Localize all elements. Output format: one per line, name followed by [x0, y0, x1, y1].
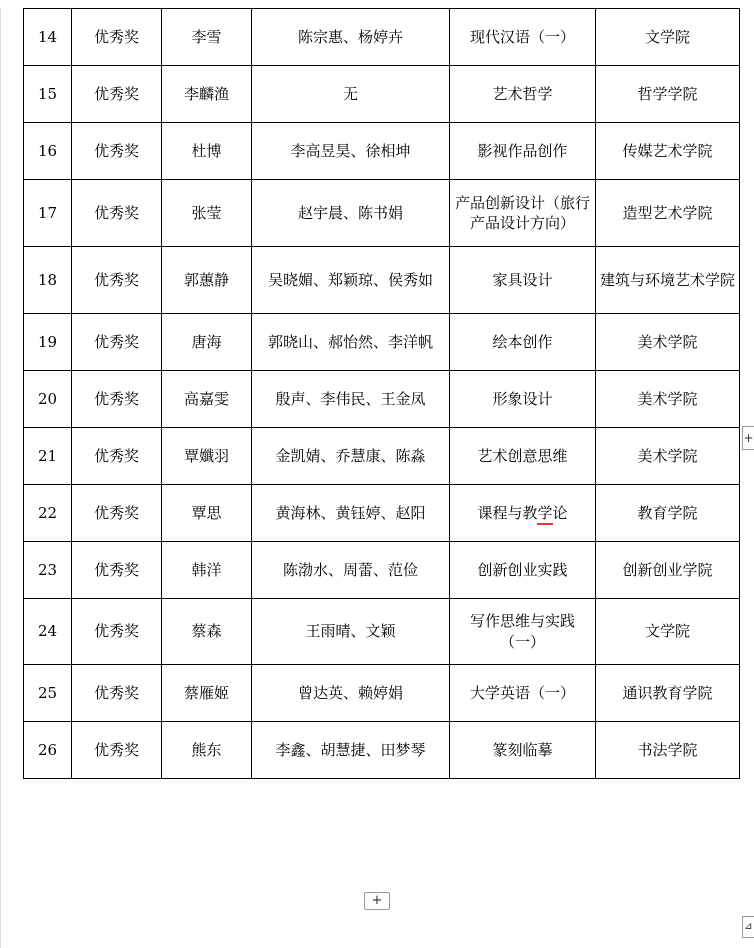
table-row[interactable]	[24, 485, 740, 542]
cell-unit: 书法学院	[596, 722, 740, 779]
table-resize-handle[interactable]: ⊿	[742, 916, 754, 938]
cell-award: 优秀奖	[72, 665, 162, 722]
cell-leader: 蔡森	[162, 599, 252, 665]
cell-no: 19	[24, 314, 72, 371]
cell-leader: 韩洋	[162, 542, 252, 599]
table-row[interactable]	[24, 9, 740, 66]
cell-course: 写作思维与实践（一）	[450, 599, 596, 665]
table-row[interactable]	[24, 180, 740, 247]
cell-course: 影视作品创作	[450, 123, 596, 180]
course-text-flagged: 学	[537, 503, 553, 522]
cell-no: 16	[24, 123, 72, 180]
cell-no: 21	[24, 428, 72, 485]
cell-course: 艺术哲学	[450, 66, 596, 123]
cell-unit: 创新创业学院	[596, 542, 740, 599]
cell-leader: 蔡雁姬	[162, 665, 252, 722]
add-row-button[interactable]: +	[364, 892, 390, 910]
cell-no: 14	[24, 9, 72, 66]
cell-award: 优秀奖	[72, 9, 162, 66]
cell-members: 郭晓山、郝怡然、李洋帆	[252, 314, 450, 371]
cell-leader: 张莹	[162, 180, 252, 247]
cell-award: 优秀奖	[72, 247, 162, 314]
cell-leader: 唐海	[162, 314, 252, 371]
cell-unit: 教育学院	[596, 485, 740, 542]
cell-no: 17	[24, 180, 72, 247]
cell-leader: 李麟渔	[162, 66, 252, 123]
cell-leader: 郭蕙静	[162, 247, 252, 314]
cell-course: 大学英语（一）	[450, 665, 596, 722]
cell-leader: 覃孅羽	[162, 428, 252, 485]
page-left-edge	[0, 8, 1, 948]
cell-award: 优秀奖	[72, 485, 162, 542]
cell-no: 24	[24, 599, 72, 665]
cell-course	[450, 485, 596, 542]
cell-course: 篆刻临摹	[450, 722, 596, 779]
cell-unit: 通识教育学院	[596, 665, 740, 722]
cell-unit: 文学院	[596, 599, 740, 665]
cell-unit: 美术学院	[596, 314, 740, 371]
cell-leader: 杜博	[162, 123, 252, 180]
cell-course: 绘本创作	[450, 314, 596, 371]
cell-unit: 美术学院	[596, 371, 740, 428]
cell-no: 18	[24, 247, 72, 314]
cell-award: 优秀奖	[72, 599, 162, 665]
cell-award: 优秀奖	[72, 542, 162, 599]
cell-course: 创新创业实践	[450, 542, 596, 599]
table-row[interactable]	[24, 599, 740, 665]
cell-course: 艺术创意思维	[450, 428, 596, 485]
cell-leader: 覃思	[162, 485, 252, 542]
cell-course: 产品创新设计（旅行产品设计方向）	[450, 180, 596, 247]
cell-no: 25	[24, 665, 72, 722]
cell-award: 优秀奖	[72, 371, 162, 428]
cell-award: 优秀奖	[72, 123, 162, 180]
cell-course: 形象设计	[450, 371, 596, 428]
cell-no: 23	[24, 542, 72, 599]
cell-members: 曾达英、赖婷娟	[252, 665, 450, 722]
cell-award: 优秀奖	[72, 180, 162, 247]
cell-members: 李高昱昊、徐相坤	[252, 123, 450, 180]
cell-members: 金凯婧、乔慧康、陈淼	[252, 428, 450, 485]
award-list-table	[23, 8, 740, 779]
course-text-prefix: 课程与教	[477, 503, 538, 522]
add-column-button[interactable]: +	[742, 426, 754, 450]
cell-award: 优秀奖	[72, 722, 162, 779]
course-text-suffix: 论	[552, 503, 568, 522]
cell-course: 家具设计	[450, 247, 596, 314]
cell-unit: 哲学学院	[596, 66, 740, 123]
cell-no: 22	[24, 485, 72, 542]
cell-unit: 文学院	[596, 9, 740, 66]
cell-members: 黄海林、黄钰婷、赵阳	[252, 485, 450, 542]
cell-award: 优秀奖	[72, 314, 162, 371]
cell-no: 20	[24, 371, 72, 428]
cell-unit: 美术学院	[596, 428, 740, 485]
cell-members: 无	[252, 66, 450, 123]
table-row[interactable]	[24, 722, 740, 779]
cell-members: 陈渤水、周蕾、范俭	[252, 542, 450, 599]
cell-members: 陈宗惠、杨婷卉	[252, 9, 450, 66]
cell-award: 优秀奖	[72, 66, 162, 123]
table-row[interactable]	[24, 123, 740, 180]
cell-leader: 熊东	[162, 722, 252, 779]
document-page	[0, 8, 754, 948]
table-row[interactable]	[24, 542, 740, 599]
table-row[interactable]	[24, 66, 740, 123]
cell-no: 26	[24, 722, 72, 779]
table-row[interactable]	[24, 665, 740, 722]
cell-no: 15	[24, 66, 72, 123]
cell-members: 王雨晴、文颖	[252, 599, 450, 665]
cell-leader: 高嘉雯	[162, 371, 252, 428]
cell-unit: 传媒艺术学院	[596, 123, 740, 180]
table-row[interactable]	[24, 428, 740, 485]
table-row[interactable]	[24, 247, 740, 314]
cell-unit: 造型艺术学院	[596, 180, 740, 247]
cell-members: 李鑫、胡慧捷、田梦琴	[252, 722, 450, 779]
cell-members: 殷声、李伟民、王金凤	[252, 371, 450, 428]
table-row[interactable]	[24, 371, 740, 428]
cell-leader: 李雪	[162, 9, 252, 66]
cell-unit: 建筑与环境艺术学院	[596, 247, 740, 314]
cell-members: 吴晓媚、郑颖琼、侯秀如	[252, 247, 450, 314]
table-row[interactable]	[24, 314, 740, 371]
cell-course: 现代汉语（一）	[450, 9, 596, 66]
cell-members: 赵宇晨、陈书娟	[252, 180, 450, 247]
cell-award: 优秀奖	[72, 428, 162, 485]
